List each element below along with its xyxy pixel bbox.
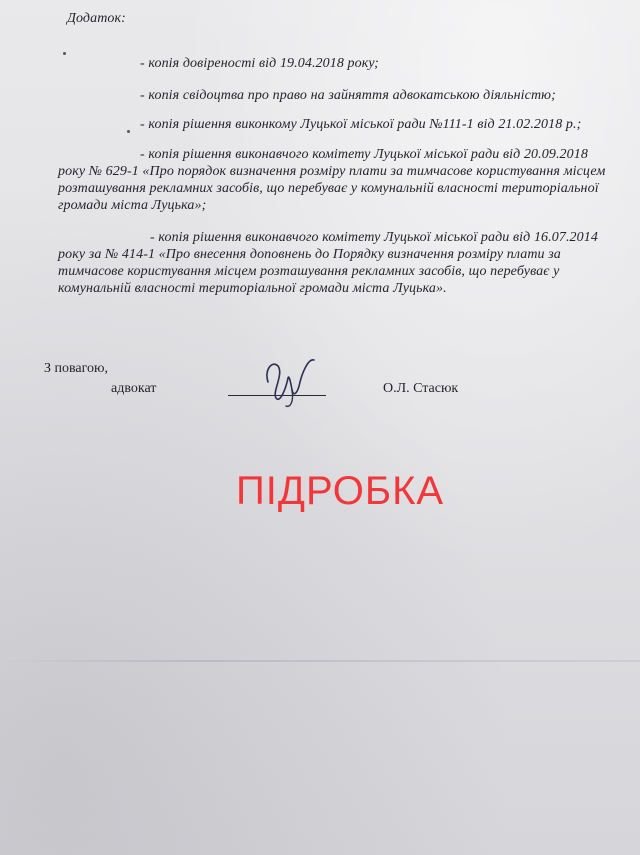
signer-name: О.Л. Стасюк xyxy=(383,381,459,396)
forgery-stamp: ПІДРОБКА xyxy=(236,469,445,513)
signature-icon xyxy=(258,352,322,412)
paper-mark xyxy=(127,130,130,133)
signer-role: адвокат xyxy=(111,381,157,396)
attachment-item-1: - копія довіреності від 19.04.2018 року; xyxy=(140,56,379,71)
attachment-item-2: - копія свідоцтва про право на зайняття адвокатською діяльністю; xyxy=(140,88,556,103)
attachment-item-4-line-3: розташування рекламних засобів, що перебуває у комунальній власності територіальної xyxy=(58,181,599,196)
addendum-heading: Додаток: xyxy=(67,11,126,26)
attachment-item-5-line-1: - копія рішення виконавчого комітету Луцької міської ради від 16.07.2014 xyxy=(150,230,598,245)
attachment-item-5-line-4: комунальній власності територіальної громади міста Луцька». xyxy=(58,281,447,296)
attachment-item-5-line-2: року за № 414-1 «Про внесення доповнень до Порядку визначення розміру плати за xyxy=(58,247,561,262)
paper-mark xyxy=(63,52,66,55)
attachment-item-5-line-3: тимчасове користування місцем розташування рекламних засобів, що перебуває у xyxy=(58,264,560,279)
attachment-item-4-line-2: року № 629-1 «Про порядок визначення розміру плати за тимчасове користування місцем xyxy=(58,164,606,179)
attachment-item-4-line-1: - копія рішення виконавчого комітету Луцької міської ради від 20.09.2018 xyxy=(140,147,588,162)
attachment-item-4-line-4: громади міста Луцька»; xyxy=(58,198,207,213)
closing-text: З повагою, xyxy=(44,361,108,376)
paper-fold xyxy=(0,660,640,662)
attachment-item-3: - копія рішення виконкому Луцької міської ради №111-1 від 21.02.2018 р.; xyxy=(140,117,582,132)
